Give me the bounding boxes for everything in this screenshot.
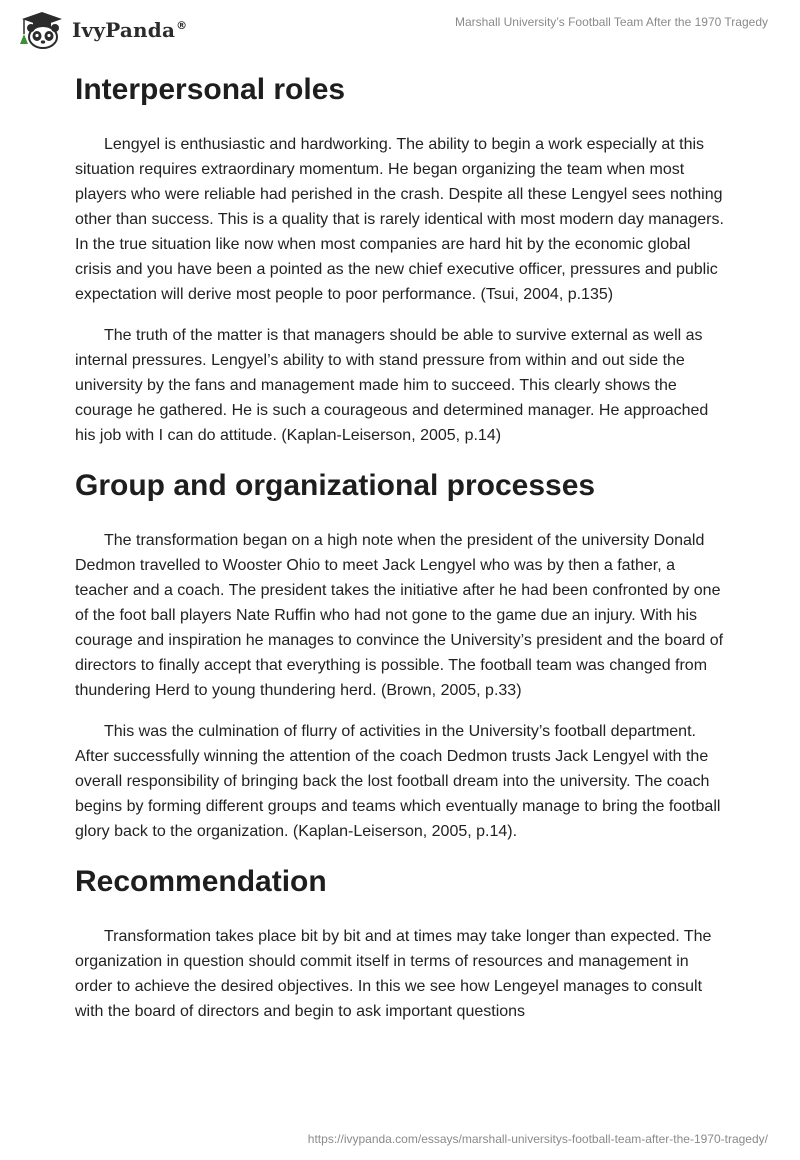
section-heading-interpersonal-roles: Interpersonal roles: [75, 73, 346, 106]
registered-mark: ®: [176, 19, 188, 33]
paragraph: Lengyel is enthusiastic and hardworking. The ability to begin a work especially at this situation requires extraordinary momentum. He began organizing the team when most players who were reliable had perished in the crash. Despite all these Lengyel sees nothing other than success. This is a quality that is rarely identical with most modern day managers. In the true situation like now when most companies are hard hit by the economic global crisis and you have been a pointed as the new chief executive officer, pressures and public expectation will derive most people to poor performance. (Tsui, 2004, p.135): [75, 136, 724, 303]
paragraph: This was the culmination of flurry of activities in the University’s football department. After successfully winning the attention of the coach Dedmon trusts Jack Lengyel with the overall responsibility of bringing back the lost football dream into the university. The coach begins by forming different groups and teams which eventually manage to bring the football glory back to the organization. (Kaplan-Leiserson, 2005, p.14).: [75, 723, 721, 840]
essay-body: [75, 68, 725, 1040]
source-url-link[interactable]: https://ivypanda.com/essays/marshall-universitys-football-team-after-the-1970-tragedy/: [307, 1132, 768, 1146]
paragraph: The truth of the matter is that managers should be able to survive external as well as internal pressures. Lengyel’s ability to with stand pressure from within and out side the university by the fans and management made him to succeed. This clearly shows the courage he gathered. He is such a courageous and determined manager. He approached his job with I can do attitude. (Kaplan-Leiserson, 2005, p.14): [75, 327, 709, 444]
brand-name: IvyPanda®: [72, 18, 188, 42]
ivypanda-logo[interactable]: [16, 10, 187, 50]
section-heading-group-processes: Group and organizational processes: [75, 469, 596, 502]
panda-graduate-icon: [16, 10, 68, 50]
page-header: [0, 0, 800, 60]
section-heading-recommendation: Recommendation: [75, 865, 327, 898]
paragraph: The transformation began on a high note when the president of the university Donald Dedmon travelled to Wooster Ohio to meet Jack Lengyel who was by then a father, a teacher and a coach. The president takes the initiative after he had been confronted by one of the foot ball players Nate Ruffin who had not gone to the game due an injury. With his courage and inspiration he manages to convince the University’s president and the board of directors to finally accept that everything is possible. The football team was changed from thundering Herd to young thundering herd. (Brown, 2005, p.33): [75, 532, 724, 699]
paragraph: Transformation takes place bit by bit and at times may take longer than expected. The organization in question should commit itself in terms of resources and management in order to achieve the desired objectives. In this we see how Lengeyel manages to consult with the board of directors and begin to ask important questions: [75, 928, 712, 1020]
document-title: Marshall University’s Football Team After the 1970 Tragedy: [454, 15, 768, 29]
